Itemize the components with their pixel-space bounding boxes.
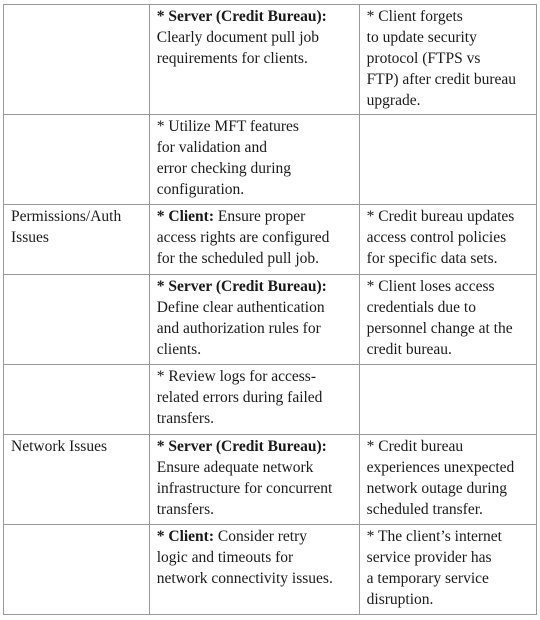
- mitigation-line: * Review logs for access-: [156, 368, 317, 385]
- role-label: * Client:: [156, 528, 215, 545]
- risk-line: experiences unexpected: [366, 459, 515, 476]
- risk-line: FTP) after credit bureau: [366, 71, 517, 88]
- risk-line: access control policies: [366, 229, 507, 246]
- mitigation-line: network connectivity issues.: [156, 570, 333, 587]
- risk-cell: [359, 5, 536, 115]
- role-label: * Server (Credit Bureau):: [156, 8, 327, 25]
- risk-line: scheduled transfer.: [366, 501, 483, 518]
- risk-cell: [359, 205, 536, 275]
- mitigation-line: for validation and: [156, 139, 267, 156]
- table-row: [4, 525, 537, 615]
- table-row: [4, 435, 537, 525]
- risk-line: credentials due to: [366, 299, 476, 316]
- risk-cell: [359, 275, 536, 365]
- category-cell: [4, 275, 150, 365]
- risk-line: * Credit bureau updates: [366, 208, 515, 225]
- mitigation-line: * Utilize MFT features: [156, 118, 299, 135]
- mitigation-cell: [149, 435, 359, 525]
- mitigation-cell: [149, 365, 359, 435]
- mitigation-cell: [149, 115, 359, 205]
- mitigation-line: Ensure proper: [217, 208, 306, 225]
- mitigation-cell: [149, 205, 359, 275]
- table-row: [4, 115, 537, 205]
- table-row: [4, 275, 537, 365]
- category-cell: [4, 5, 150, 115]
- mitigation-cell: [149, 275, 359, 365]
- mitigation-cell: [149, 525, 359, 615]
- risk-line: * Client loses access: [366, 278, 495, 295]
- mitigation-line: Consider retry: [217, 528, 307, 545]
- mitigation-line: Define clear authentication: [156, 299, 325, 316]
- category-label: Permissions/Auth Issues: [11, 208, 122, 246]
- risk-line: protocol (FTPS vs: [366, 50, 481, 67]
- risk-cell: [359, 525, 536, 615]
- risk-line: upgrade.: [366, 92, 421, 109]
- risk-line: personnel change at the: [366, 320, 513, 337]
- mitigation-cell: [149, 5, 359, 115]
- risk-line: service provider has: [366, 549, 492, 566]
- mitigation-line: and authorization rules for: [156, 320, 321, 337]
- mitigation-line: transfers.: [156, 410, 214, 427]
- category-cell: [4, 205, 150, 275]
- mitigation-line: infrastructure for concurrent: [156, 480, 333, 497]
- category-cell: [4, 435, 150, 525]
- risk-line: a temporary service: [366, 570, 489, 587]
- role-label: * Server (Credit Bureau):: [156, 278, 327, 295]
- risk-mitigation-table: [3, 4, 537, 615]
- risk-line: to update security: [366, 29, 477, 46]
- category-cell: [4, 365, 150, 435]
- mitigation-line: error checking during: [156, 160, 292, 177]
- mitigation-line: configuration.: [156, 181, 245, 198]
- category-label: Network Issues: [11, 438, 107, 455]
- role-label: * Server (Credit Bureau):: [156, 438, 327, 455]
- risk-cell: [359, 365, 536, 435]
- category-cell: [4, 525, 150, 615]
- table-row: [4, 5, 537, 115]
- risk-line: credit bureau.: [366, 341, 452, 358]
- risk-cell: [359, 435, 536, 525]
- mitigation-line: transfers.: [156, 501, 214, 518]
- role-label: * Client:: [156, 208, 215, 225]
- mitigation-line: Clearly document pull job: [156, 29, 320, 46]
- risk-cell: [359, 115, 536, 205]
- mitigation-line: requirements for clients.: [156, 50, 308, 67]
- mitigation-line: logic and timeouts for: [156, 549, 294, 566]
- risk-line: disruption.: [366, 591, 434, 608]
- mitigation-line: for the scheduled pull job.: [156, 250, 320, 267]
- risk-line: network outage during: [366, 480, 507, 497]
- mitigation-line: Ensure adequate network: [156, 459, 314, 476]
- risk-line: for specific data sets.: [366, 250, 498, 267]
- risk-line: * Credit bureau: [366, 438, 464, 455]
- table-row: [4, 205, 537, 275]
- mitigation-line: access rights are configured: [156, 229, 330, 246]
- risk-line: * Client forgets: [366, 8, 463, 25]
- mitigation-line: clients.: [156, 341, 202, 358]
- category-cell: [4, 115, 150, 205]
- mitigation-line: related errors during failed: [156, 389, 323, 406]
- risk-line: * The client’s internet: [366, 528, 502, 545]
- table-row: [4, 365, 537, 435]
